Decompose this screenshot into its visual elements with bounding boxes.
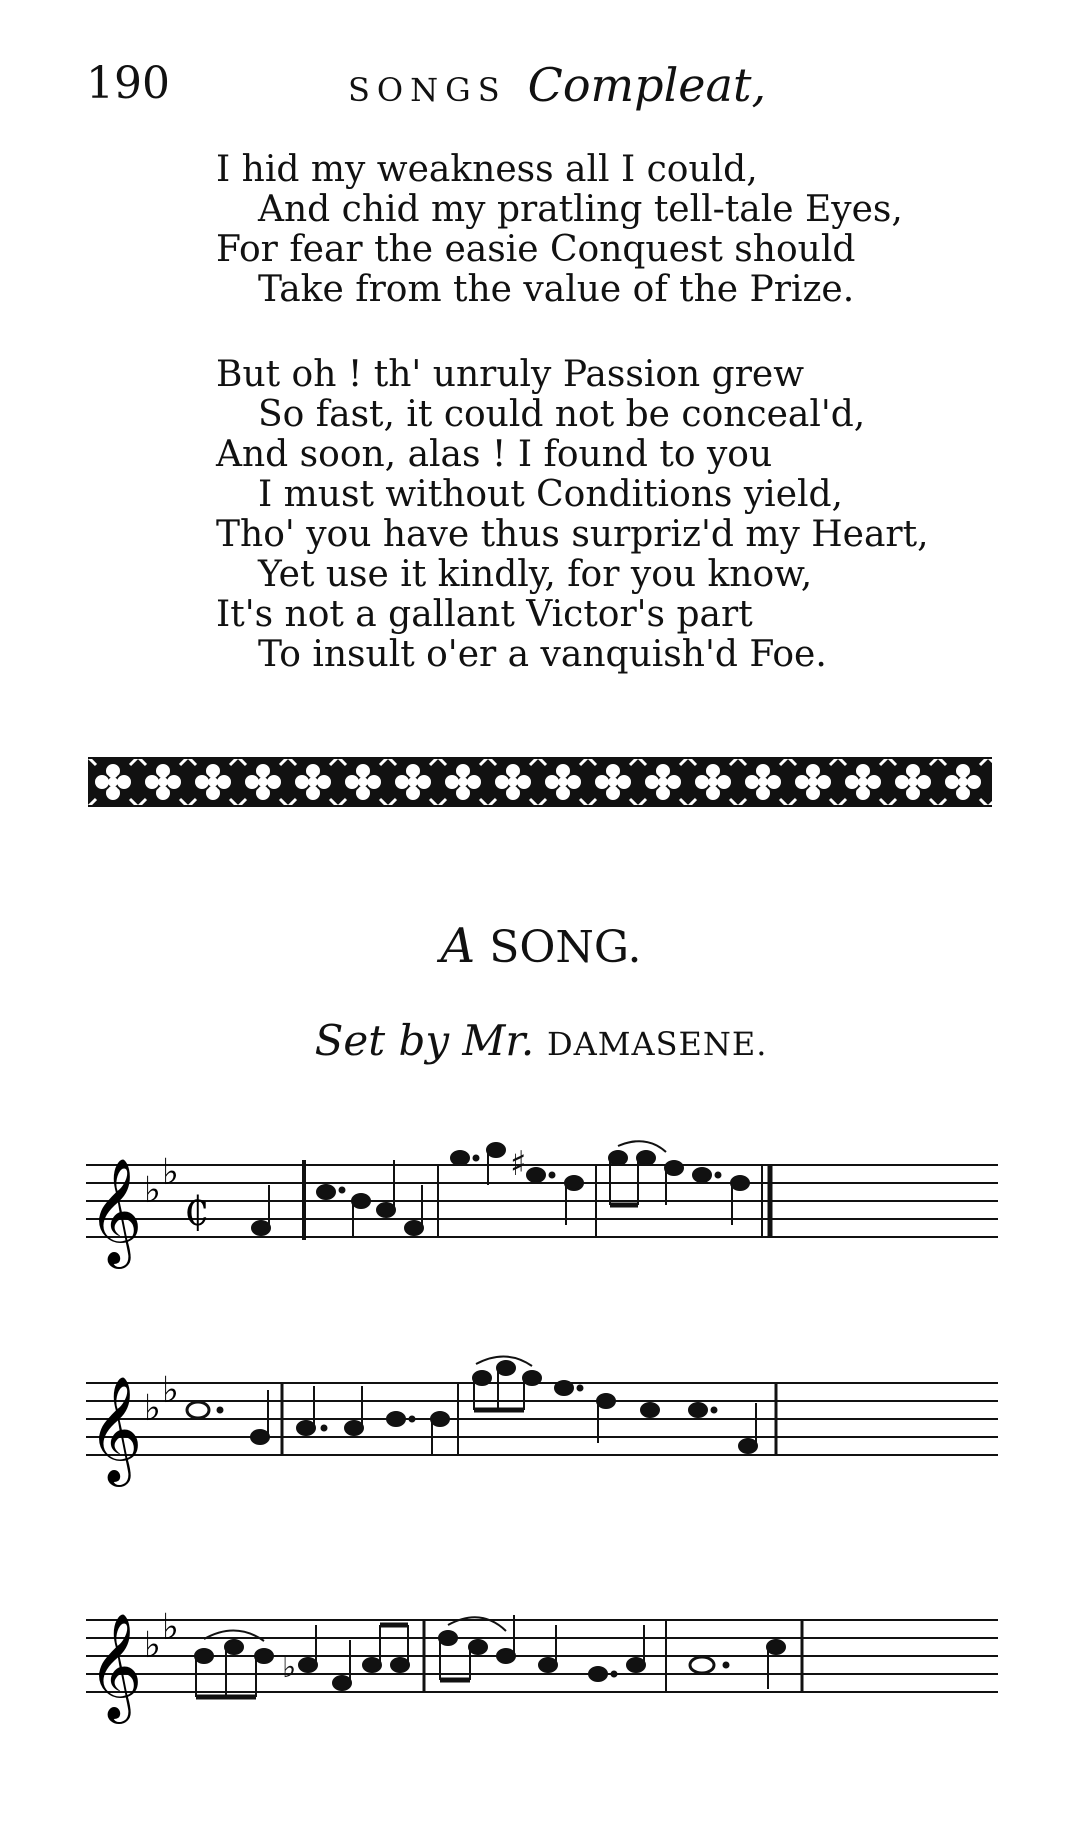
treble-clef-icon: 𝄞 (88, 1157, 143, 1264)
flat-icon: ♭ (144, 1388, 161, 1429)
composer-credit (0, 1016, 1082, 1065)
flat-icon: ♭ (162, 1370, 179, 1411)
verse-line: For fear the easie Conquest should (216, 229, 856, 270)
flat-icon: ♭ (144, 1625, 161, 1666)
verse-line: So fast, it could not be conceal'd, (258, 394, 866, 435)
notes (187, 1356, 776, 1456)
stanza-1 (216, 150, 903, 310)
song-title-italic: A (440, 918, 476, 974)
cut-time-icon: ₵ (184, 1189, 210, 1235)
running-title-italic: Compleat, (527, 58, 767, 112)
staff-lines (86, 1383, 998, 1455)
page-number: 190 (86, 58, 170, 109)
verse-line: To insult o'er a vanquish'd Foe. (258, 634, 827, 675)
svg-text:♭: ♭ (282, 1650, 297, 1685)
verse-line: Yet use it kindly, for you know, (258, 554, 813, 595)
running-title-caps: SONGS (348, 71, 507, 109)
music-staff-2 (86, 1348, 998, 1488)
treble-clef-icon: 𝄞 (88, 1375, 143, 1482)
verse-line: But oh ! th' unruly Passion grew (216, 354, 805, 395)
composer-prefix: Set by Mr. (314, 1016, 535, 1065)
verse-line: And chid my pratling tell-tale Eyes, (258, 189, 903, 230)
song-title (0, 918, 1082, 974)
svg-text:♯: ♯ (510, 1144, 527, 1184)
running-title (348, 58, 766, 112)
music-staff-3 (86, 1585, 998, 1725)
flat-icon: ♭ (162, 1152, 179, 1193)
notes (252, 1141, 770, 1240)
flat-icon: ♭ (162, 1607, 179, 1648)
composer-name: DAMASENE. (546, 1025, 768, 1063)
verse-line: Tho' you have thus surpriz'd my Heart, (216, 514, 929, 555)
flat-icon: ♭ (144, 1170, 161, 1211)
verse-line: And soon, alas ! I found to you (216, 434, 773, 475)
music-staff-1 (86, 1130, 998, 1270)
verse-line: I hid my weakness all I could, (216, 149, 758, 190)
song-title-text: SONG. (489, 922, 642, 973)
verse-line: I must without Conditions yield, (258, 474, 843, 515)
verse-line: Take from the value of the Prize. (258, 269, 855, 310)
stanza-2 (216, 355, 929, 675)
treble-clef-icon: 𝄞 (88, 1612, 143, 1719)
ornament-border (88, 757, 992, 807)
verse-line: It's not a gallant Victor's part (216, 594, 753, 635)
page-header (86, 58, 986, 118)
